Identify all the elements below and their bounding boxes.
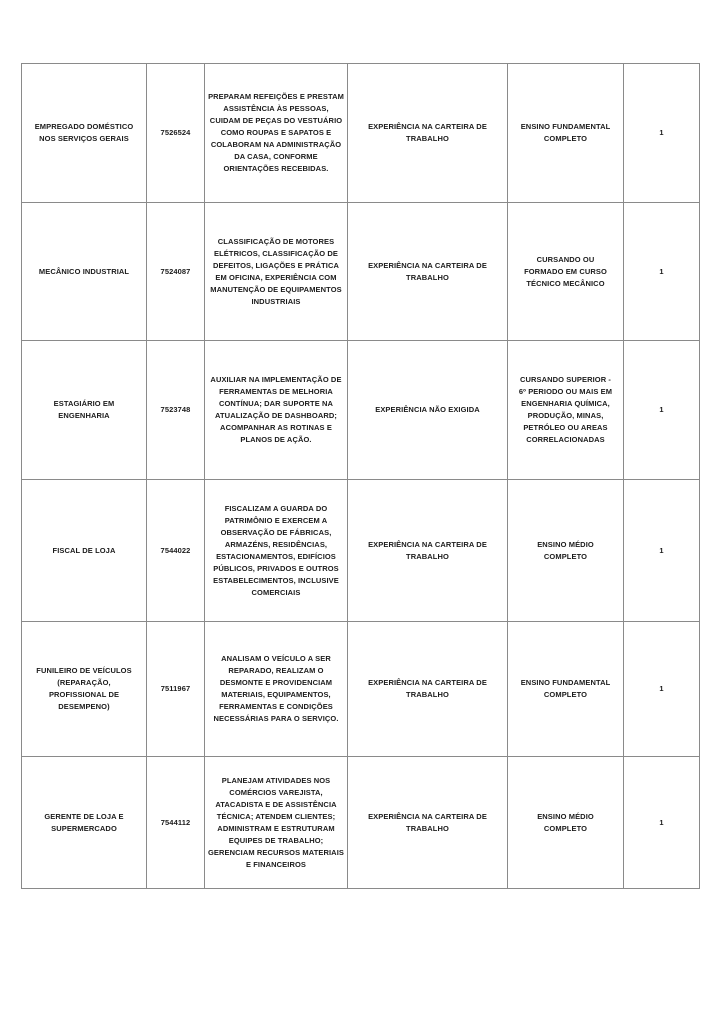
cell-code: 7524087 <box>147 203 205 341</box>
cell-quantity: 1 <box>624 757 700 889</box>
cell-education: ENSINO FUNDAMENTAL COMPLETO <box>508 622 624 757</box>
cell-quantity: 1 <box>624 480 700 622</box>
cell-job-title: FISCAL DE LOJA <box>22 480 147 622</box>
cell-job-title: GERENTE DE LOJA E SUPERMERCADO <box>22 757 147 889</box>
table-row <box>22 480 700 622</box>
cell-experience: EXPERIÊNCIA NA CARTEIRA DE TRABALHO <box>348 757 508 889</box>
cell-code: 7526524 <box>147 64 205 203</box>
cell-code: 7511967 <box>147 622 205 757</box>
cell-description: AUXILIAR NA IMPLEMENTAÇÃO DE FERRAMENTAS DE MELHORIA CONTÍNUA; DAR SUPORTE NA ATUALIZAÇÃO DE DASHBOARD; ACOMPANHAR AS ROTINAS E PLANOS DE AÇÃO. <box>205 341 348 480</box>
table-row <box>22 64 700 203</box>
table-row <box>22 757 700 889</box>
table-row <box>22 203 700 341</box>
cell-description: ANALISAM O VEÍCULO A SER REPARADO, REALIZAM O DESMONTE E PROVIDENCIAM MATERIAIS, EQUIPAMENTOS, FERRAMENTAS E CONDIÇÕES NECESSÁRIAS PARA O SERVIÇO. <box>205 622 348 757</box>
cell-job-title: EMPREGADO DOMÉSTICO NOS SERVIÇOS GERAIS <box>22 64 147 203</box>
cell-job-title: FUNILEIRO DE VEÍCULOS (REPARAÇÃO, PROFISSIONAL DE DESEMPENO) <box>22 622 147 757</box>
cell-experience: EXPERIÊNCIA NA CARTEIRA DE TRABALHO <box>348 622 508 757</box>
cell-quantity: 1 <box>624 622 700 757</box>
cell-description: CLASSIFICAÇÃO DE MOTORES ELÉTRICOS, CLASSIFICAÇÃO DE DEFEITOS, LIGAÇÕES E PRÁTICA EM OFICINA, EXPERIÊNCIA COM MANUTENÇÃO DE EQUIPAMENTOS INDUSTRIAIS <box>205 203 348 341</box>
cell-experience: EXPERIÊNCIA NA CARTEIRA DE TRABALHO <box>348 203 508 341</box>
cell-education: CURSANDO OU FORMADO EM CURSO TÉCNICO MECÂNICO <box>508 203 624 341</box>
cell-education: ENSINO FUNDAMENTAL COMPLETO <box>508 64 624 203</box>
cell-education: ENSINO MÉDIO COMPLETO <box>508 480 624 622</box>
job-listings-table <box>21 63 700 889</box>
cell-experience: EXPERIÊNCIA NA CARTEIRA DE TRABALHO <box>348 64 508 203</box>
cell-code: 7544112 <box>147 757 205 889</box>
cell-education: ENSINO MÉDIO COMPLETO <box>508 757 624 889</box>
cell-quantity: 1 <box>624 341 700 480</box>
cell-experience: EXPERIÊNCIA NÃO EXIGIDA <box>348 341 508 480</box>
table-row <box>22 622 700 757</box>
cell-job-title: ESTAGIÁRIO EM ENGENHARIA <box>22 341 147 480</box>
cell-experience: EXPERIÊNCIA NA CARTEIRA DE TRABALHO <box>348 480 508 622</box>
cell-description: FISCALIZAM A GUARDA DO PATRIMÔNIO E EXERCEM A OBSERVAÇÃO DE FÁBRICAS, ARMAZÉNS, RESIDÊNCIAS, ESTACIONAMENTOS, EDIFÍCIOS PÚBLICOS, PRIVADOS E OUTROS ESTABELECIMENTOS, INCLUSIVE COMERCIAIS <box>205 480 348 622</box>
cell-code: 7523748 <box>147 341 205 480</box>
cell-job-title: MECÂNICO INDUSTRIAL <box>22 203 147 341</box>
table-row <box>22 341 700 480</box>
cell-quantity: 1 <box>624 203 700 341</box>
cell-code: 7544022 <box>147 480 205 622</box>
cell-quantity: 1 <box>624 64 700 203</box>
cell-description: PREPARAM REFEIÇÕES E PRESTAM ASSISTÊNCIA ÀS PESSOAS, CUIDAM DE PEÇAS DO VESTUÁRIO COMO ROUPAS E SAPATOS E COLABORAM NA ADMINISTRAÇÃO DA CASA, CONFORME ORIENTAÇÕES RECEBIDAS. <box>205 64 348 203</box>
cell-description: PLANEJAM ATIVIDADES NOS COMÉRCIOS VAREJISTA, ATACADISTA E DE ASSISTÊNCIA TÉCNICA; ATENDEM CLIENTES; ADMINISTRAM E ESTRUTURAM EQUIPES DE TRABALHO; GERENCIAM RECURSOS MATERIAIS E FINANCEIROS <box>205 757 348 889</box>
cell-education: CURSANDO SUPERIOR - 6º PERIODO OU MAIS EM ENGENHARIA QUÍMICA, PRODUÇÃO, MINAS, PETRÓLEO OU AREAS CORRELACIONADAS <box>508 341 624 480</box>
